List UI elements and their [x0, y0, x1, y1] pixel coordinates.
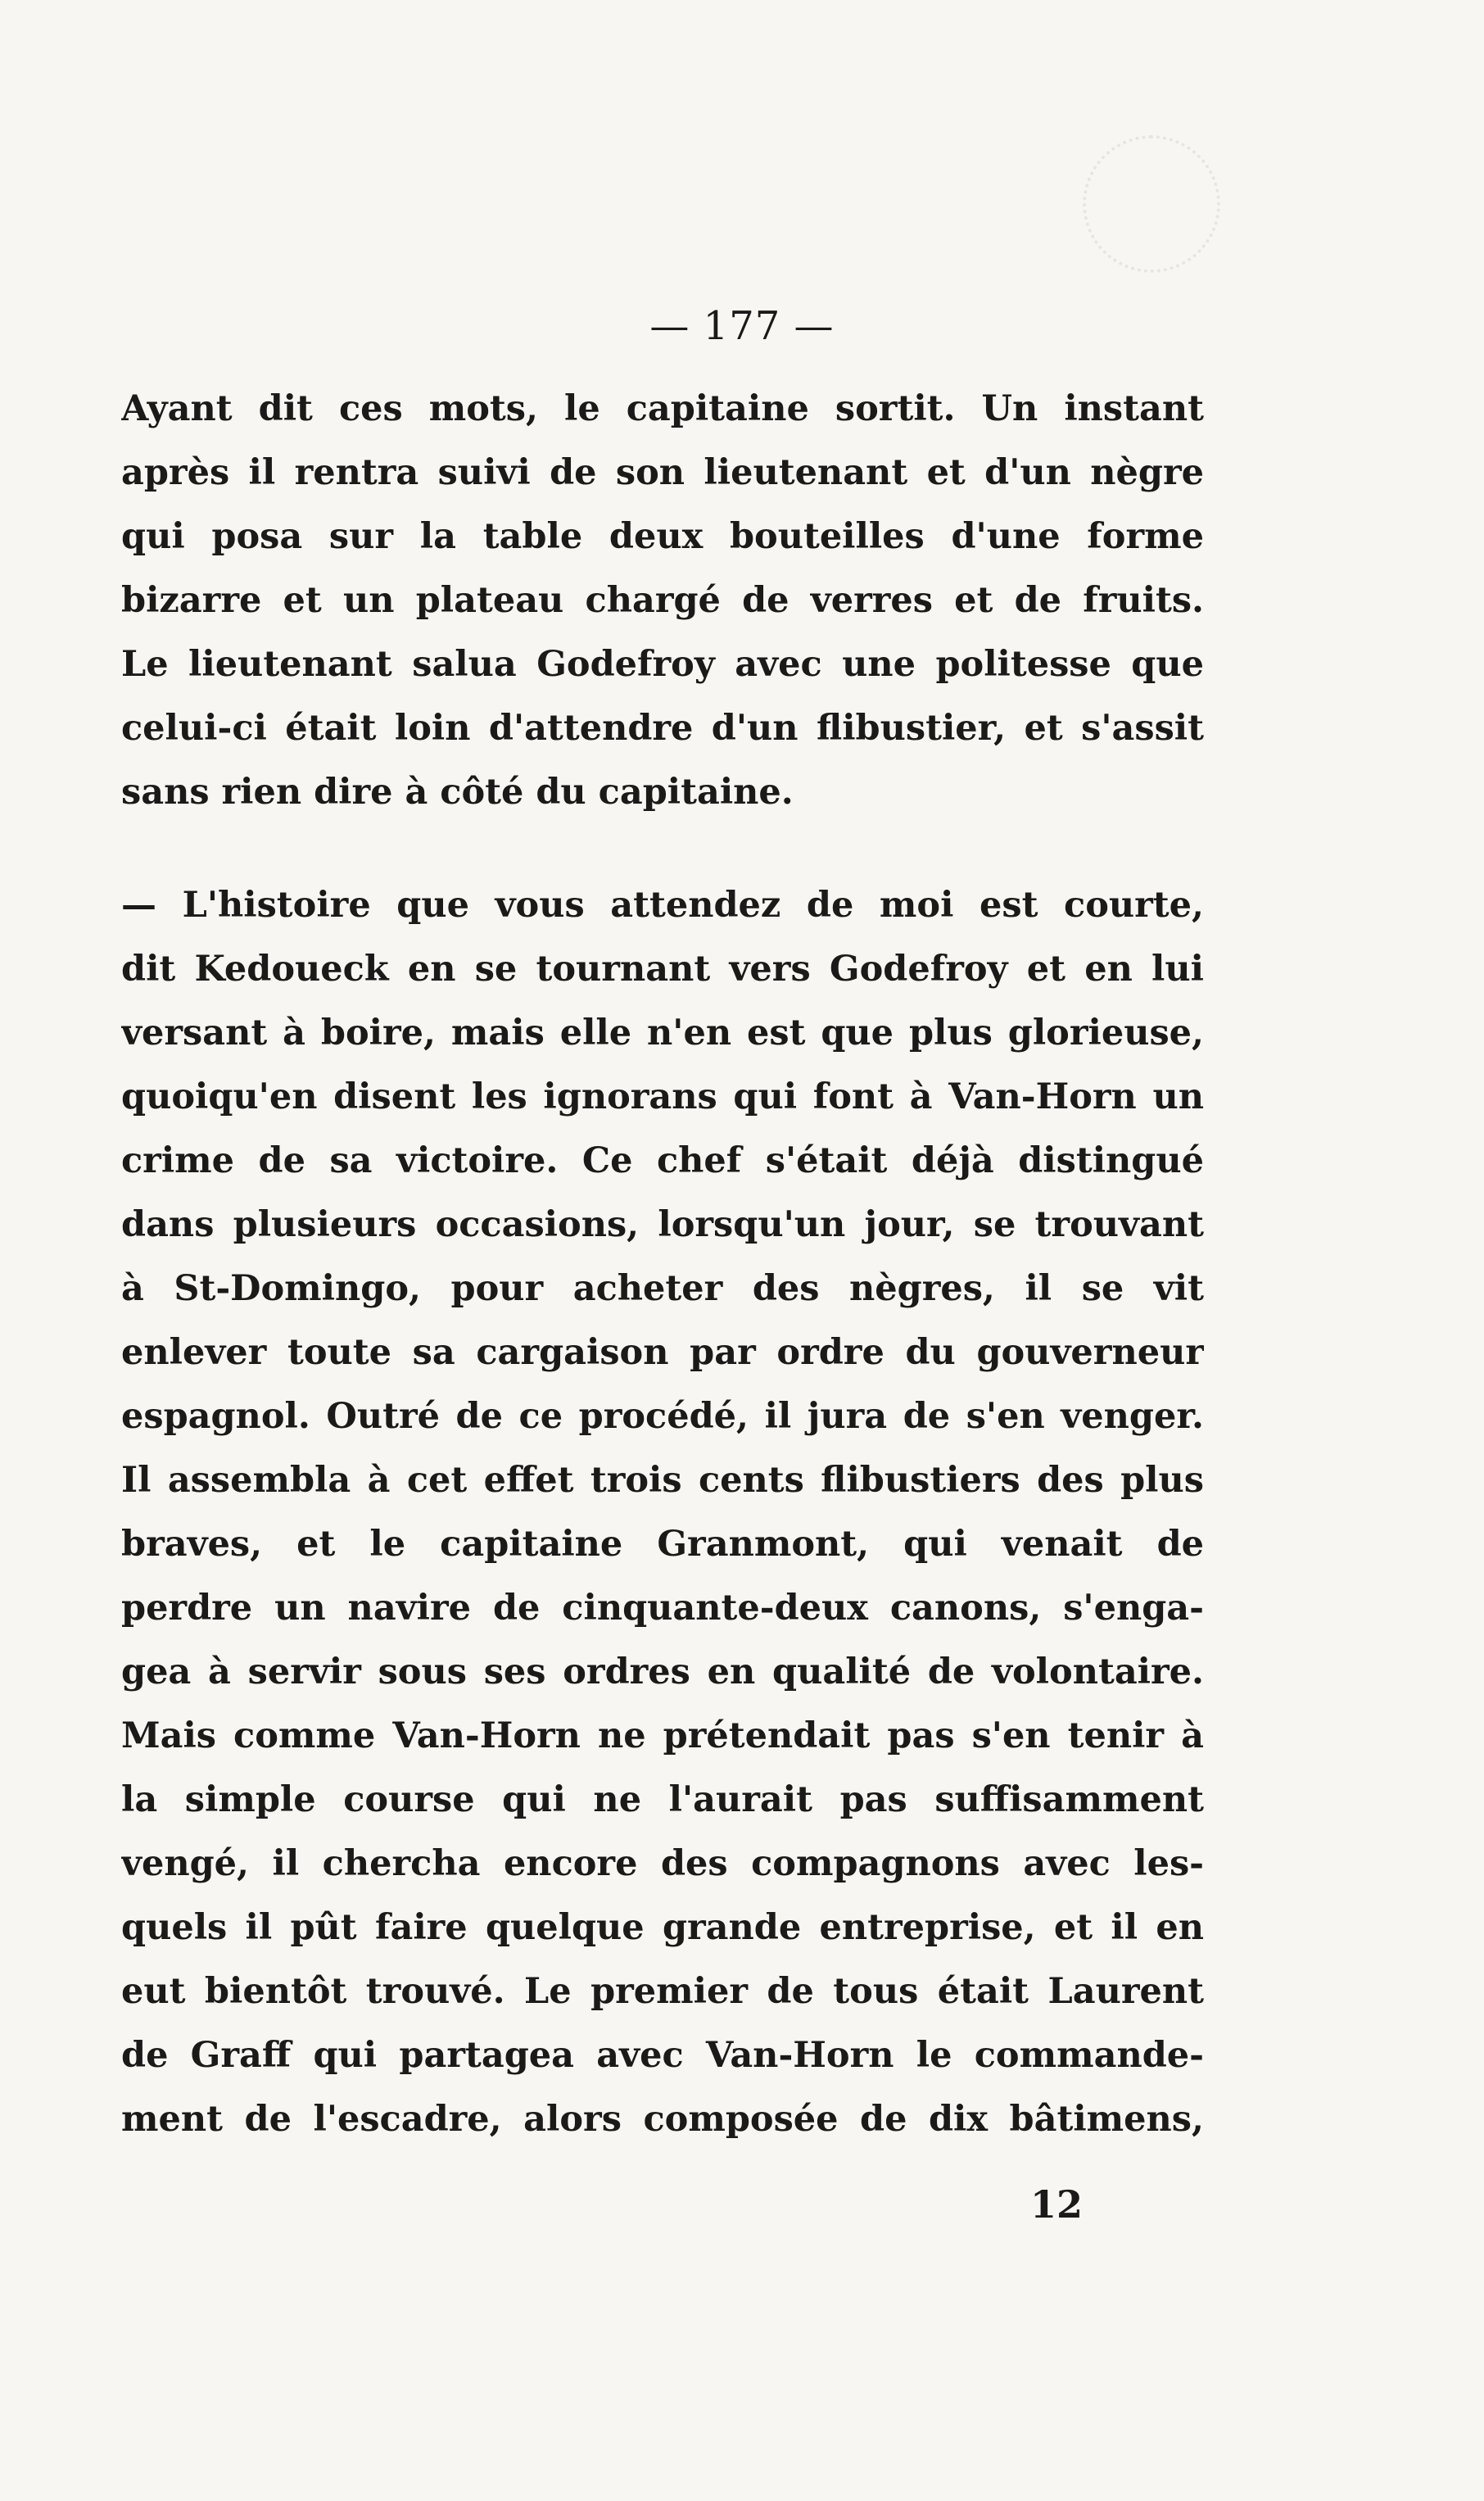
signature-mark: 12: [1030, 2182, 1084, 2227]
text-line: eut bientôt trouvé. Le premier de tous était Laurent: [121, 1971, 1204, 2012]
text-line: gea à servir sous ses ordres en qualité de volontaire.: [121, 1651, 1204, 1692]
text-line: sans rien dire à côté du capitaine.: [121, 772, 794, 813]
text-line: vengé, il chercha encore des compagnons avec les-: [121, 1843, 1204, 1884]
text-line: quels il pût faire quelque grande entreprise, et il en: [121, 1907, 1204, 1948]
text-line: celui-ci était loin d'attendre d'un flibustier, et s'assit: [121, 708, 1204, 749]
text-line: espagnol. Outré de ce procédé, il jura de s'en venger.: [121, 1396, 1204, 1437]
text-line: dit Kedoueck en se tournant vers Godefroy et en lui: [121, 949, 1204, 990]
text-line: Mais comme Van-Horn ne prétendait pas s'en tenir à: [121, 1715, 1204, 1756]
text-line: qui posa sur la table deux bouteilles d'une forme: [121, 516, 1204, 557]
text-line: à St-Domingo, pour acheter des nègres, il se vit: [121, 1268, 1204, 1309]
text-line: ment de l'escadre, alors composée de dix bâtimens,: [121, 2099, 1204, 2140]
text-line: — L'histoire que vous attendez de moi est courte,: [121, 885, 1204, 926]
text-line: Ayant dit ces mots, le capitaine sortit. Un instant: [121, 388, 1204, 429]
page-number: — 177 —: [649, 303, 835, 349]
text-line: bizarre et un plateau chargé de verres et de fruits.: [121, 580, 1204, 621]
text-line: après il rentra suivi de son lieutenant et d'un nègre: [121, 452, 1204, 493]
text-line: Il assembla à cet effet trois cents flibustiers des plus: [121, 1460, 1204, 1501]
body-text: [121, 377, 1204, 2151]
text-line: perdre un navire de cinquante-deux canons, s'enga-: [121, 1588, 1204, 1629]
text-line: de Graff qui partagea avec Van-Horn le commande-: [121, 2035, 1204, 2076]
text-line: braves, et le capitaine Granmont, qui venait de: [121, 1524, 1204, 1565]
text-line: la simple course qui ne l'aurait pas suffisamment: [121, 1779, 1204, 1820]
paragraph-gap: [121, 824, 1204, 873]
text-line: enlever toute sa cargaison par ordre du gouverneur: [121, 1332, 1204, 1373]
text-line: versant à boire, mais elle n'en est que plus glorieuse,: [121, 1013, 1204, 1053]
text-line: quoiqu'en disent les ignorans qui font à Van-Horn un: [121, 1076, 1204, 1117]
text-line: Le lieutenant salua Godefroy avec une politesse que: [121, 644, 1204, 685]
text-line: crime de sa victoire. Ce chef s'était déjà distingué: [121, 1140, 1204, 1181]
library-stamp: [1083, 135, 1220, 273]
text-line: dans plusieurs occasions, lorsqu'un jour, se trouvant: [121, 1204, 1204, 1245]
